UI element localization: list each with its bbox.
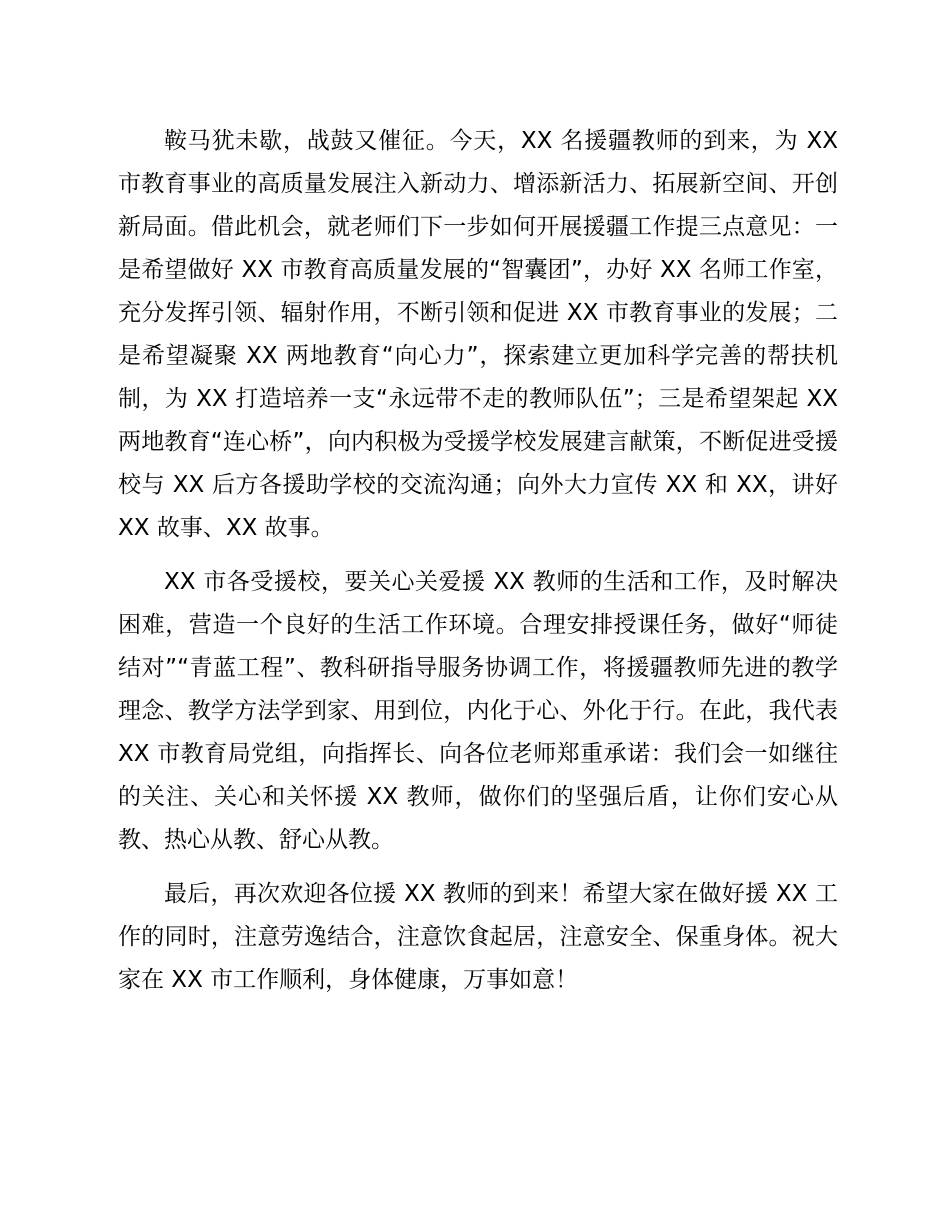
paragraph-closing: 最后，再次欢迎各位援 XX 教师的到来！希望大家在做好援 XX 工作的同时，注意劳逸结合，注意饮食起居，注意安全、保重身体。祝大家在 XX 市工作顺利，身体健康，万事如意！ <box>118 881 838 993</box>
paragraph-schools: XX 市各受援校，要关心关爱援 XX 教师的生活和工作，及时解决困难，营造一个良好的生活工作环境。合理安排授课任务，做好“师徒结对”“青蓝工程”、教科研指导服务协调工作，将援疆教师先进的教学理念、教学方法学到家、用到位，内化于心、外化于行。在此，我代表 XX 市教育局党组，向指挥长、向各位老师郑重承诺：我们会一如继往的关注、关心和关怀援 XX 教师，做你们的坚强后盾，让你们安心从教、热心从教、舒心从教。 <box>118 569 838 853</box>
paragraph-opening: 鞍马犹未歇，战鼓又催征。今天，XX 名援疆教师的到来，为 XX 市教育事业的高质量发展注入新动力、增添新活力、拓展新空间、开创新局面。借此机会，就老师们下一步如何开展援疆工作提三点意见：一是希望做好 XX 市教育高质量发展的“智囊团”，办好 XX 名师工作室，充分发挥引领、辐射作用，不断引领和促进 XX 市教育事业的发展；二是希望凝聚 XX 两地教育“向心力”，探索建立更加科学完善的帮扶机制，为 XX 打造培养一支“永远带不走的教师队伍”；三是希望架起 XX 两地教育“连心桥”，向内积极为受援学校发展建言献策，不断促进受援校与 XX 后方各援助学校的交流沟通；向外大力宣传 XX 和 XX，讲好 XX 故事、XX 故事。 <box>118 128 838 541</box>
document-body <box>118 120 838 1002</box>
